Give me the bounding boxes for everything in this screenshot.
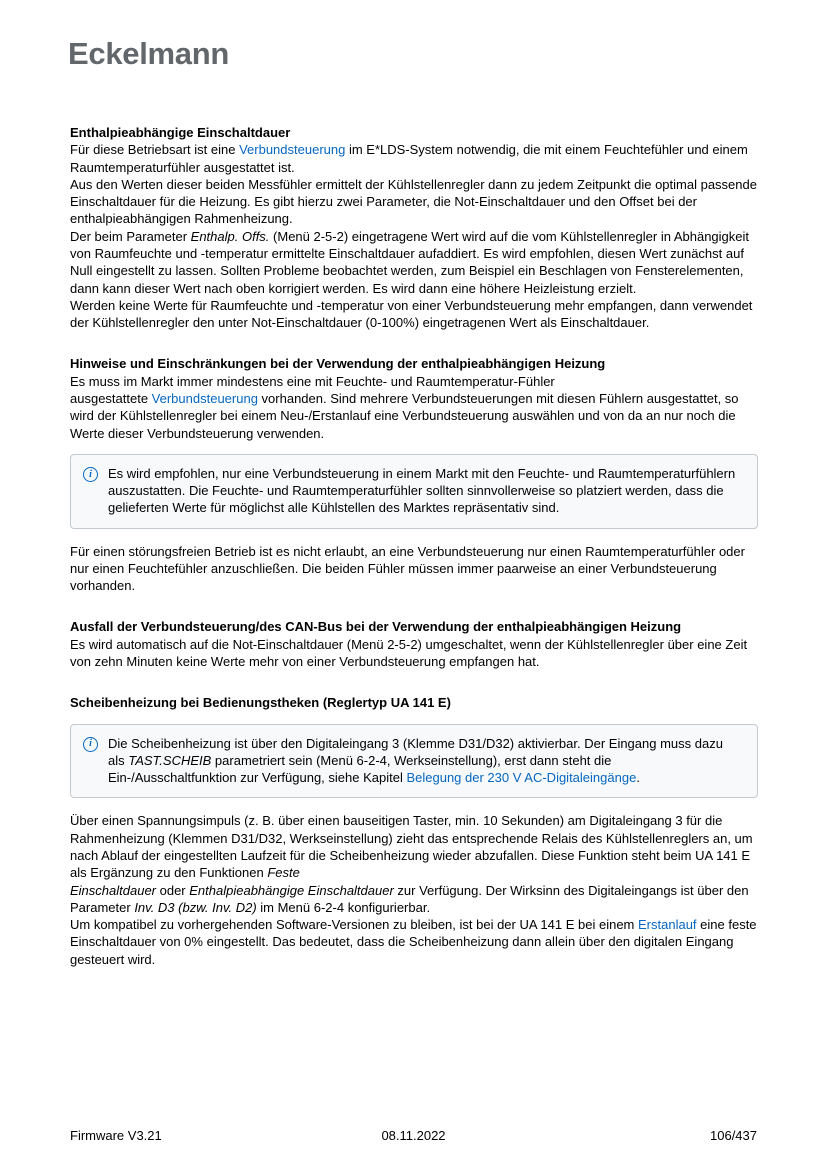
- heading-enthalpy-duration: Enthalpieabhängige Einschaltdauer: [70, 125, 291, 140]
- info-icon: i: [83, 737, 98, 752]
- inline-link[interactable]: Belegung der 230 V AC-Digitaleingänge: [406, 770, 637, 786]
- inline-link[interactable]: Verbundsteuerung: [239, 142, 346, 158]
- paragraph: [70, 176, 758, 228]
- text-run: vorhanden. Sind mehrere Verbundsteuerungen mit diesen Fühlern ausgestattet, so wird der Kühlstellenregler bei einem Neu-/Erstanlauf eine Verbundsteuerung auswählen und von da an nur noch die Werte dieser Verbundsteuerung verwenden.: [70, 390, 739, 441]
- company-logo: Eckelmann: [68, 36, 229, 71]
- footer-page-number: 106/437: [710, 1128, 757, 1143]
- text-run: im Menü 6-2-4 konfigurierbar.: [256, 899, 431, 915]
- text-run: eine feste Einschaltdauer von 0% eingestellt. Das bedeutet, dass die Scheibenheizung dann allein über den digitalen Eingang gesteuert wird.: [70, 917, 757, 967]
- text-run: TAST.SCHEIB: [128, 752, 212, 768]
- text-run: Es muss im Markt immer mindestens eine mit Feuchte- und Raumtemperatur-Fühler: [70, 373, 555, 389]
- text-run: Werden keine Werte für Raumfeuchte und -temperatur von einer Verbundsteuerung mehr empfangen, dann verwendet der Kühlstellenregler den unter Not-Einschaltdauer (0-100%) eingetragenen Wert als Einschaltdauer.: [70, 297, 753, 331]
- text-run: Einschaltdauer: [70, 882, 156, 898]
- paragraph: [70, 373, 758, 442]
- text-run: Für einen störungsfreien Betrieb ist es nicht erlaubt, an eine Verbundsteuerung nur einen Raumtemperaturfühler oder nur einen Feuchtefühler anzuschließen. Die beiden Fühler müssen immer paarweise an einer Verbundsteuerung vorhanden.: [70, 543, 745, 594]
- paragraph: [70, 141, 758, 176]
- paragraph: [70, 916, 758, 968]
- paragraph: [70, 543, 758, 595]
- text-run: Um kompatibel zu vorhergehenden Software-Versionen zu bleiben, ist bei der UA 141 E bei einem: [70, 917, 638, 933]
- inline-link[interactable]: Erstanlauf: [638, 917, 697, 933]
- paragraph: [70, 297, 758, 332]
- heading-scheibenheizung: Scheibenheizung bei Bedienungstheken (Reglertyp UA 141 E): [70, 695, 451, 711]
- text-run: (Menü 2-5-2) eingetragene Wert wird auf die vom Kühlstellenregler in Abhängigkeit von Raumfeuchte und -temperatur ermittelte Einschaltdauer aufaddiert. Es wird empfohlen, diesen Wert zunächst auf Null eingestellt zu lassen. Sollten Probleme beobachtet werden, zum Beispiel ein Beschlagen von Fensterelementen, dann kann dieser Wert nach oben korrigiert werden. Es wird dann eine höhere Heizleistung erzielt.: [70, 228, 749, 296]
- info-box: [70, 724, 758, 799]
- text-run: Über einen Spannungsimpuls (z. B. über einen bauseitigen Taster, min. 10 Sekunden) am Digitaleingang 3 für die Rahmenheizung (Klemmen D31/D32, Werkseinstellung) zieht das entsprechende Relais des Kühlstellenreglers an, um nach Ablauf der eingestellten Laufzeit für die Scheibenheizung wieder abzufallen. Diese Funktion steht beim UA 141 E als Ergänzung zu den Funktionen: [70, 813, 753, 881]
- info-box: [70, 454, 758, 529]
- heading-hints-restrictions: Hinweise und Einschränkungen bei der Verwendung der enthalpieabhängigen Heizung: [70, 356, 606, 372]
- text-run: Enthalpieabhängige Einschaltdauer: [189, 882, 394, 898]
- text-run: im E*LDS-System notwendig, die mit einem Feuchtefühler und einem Raumtemperaturfühler ausgestattet ist.: [70, 142, 748, 175]
- text-run: parametriert sein (Menü 6-2-4, Werkseinstellung), erst dann steht die Ein-/Ausschaltfunktion zur Verfügung, siehe Kapitel: [108, 752, 612, 786]
- text-run: oder: [156, 882, 190, 898]
- text-run: Inv. D3 (bzw. Inv. D2): [134, 899, 257, 915]
- inline-link[interactable]: Verbundsteuerung: [151, 390, 258, 406]
- text-run: ausgestattete: [70, 390, 152, 406]
- footer-firmware-version: Firmware V3.21: [70, 1128, 162, 1143]
- text-run: Für diese Betriebsart ist eine: [70, 142, 240, 158]
- text-run: Die Scheibenheizung ist über den Digitaleingang 3 (Klemme D31/D32) aktivierbar. Der Eingang muss dazu als: [108, 735, 723, 768]
- text-run: Aus den Werten dieser beiden Messfühler ermittelt der Kühlstellenregler dann zu jedem Zeitpunkt die optimal passende Einschaltdauer für die Heizung. Es gibt hierzu zwei Parameter, die Not-Einschaltdauer und den Offset bei der enthalpieabhängigen Rahmenheizung.: [70, 176, 757, 227]
- paragraph: [70, 812, 758, 916]
- text-run: Enthalp. Offs.: [190, 228, 270, 244]
- info-box-text: [108, 735, 743, 787]
- document-content: [70, 124, 758, 968]
- footer-date: 08.11.2022: [381, 1128, 446, 1143]
- paragraph: [70, 228, 758, 297]
- info-icon: i: [83, 467, 98, 482]
- info-box-text: [108, 465, 743, 517]
- paragraph: [70, 636, 758, 671]
- text-run: Es wird empfohlen, nur eine Verbundsteuerung in einem Markt mit den Feuchte- und Raumtemperaturfühlern auszustatten. Die Feuchte- und Raumtemperaturfühler sollten sinnvollerweise so platziert werden, dass die gelieferten Werte für möglichst alle Kühlstellen des Marktes repräsentativ sind.: [108, 465, 736, 516]
- text-run: Feste: [267, 865, 300, 881]
- text-run: Es wird automatisch auf die Not-Einschaltdauer (Menü 2-5-2) umgeschaltet, wenn der Kühlstellenregler über eine Zeit von zehn Minuten keine Werte mehr von einer Verbundsteuerung empfangen hat.: [70, 636, 748, 670]
- text-run: .: [636, 770, 640, 786]
- heading-canbus-failure: Ausfall der Verbundsteuerung/des CAN-Bus bei der Verwendung der enthalpieabhängigen Heizung: [70, 619, 682, 635]
- text-run: Der beim Parameter: [70, 228, 191, 244]
- page-footer: [70, 1128, 757, 1143]
- text-run: zur Verfügung. Der Wirksinn des Digitaleingangs ist über den Parameter: [70, 882, 749, 915]
